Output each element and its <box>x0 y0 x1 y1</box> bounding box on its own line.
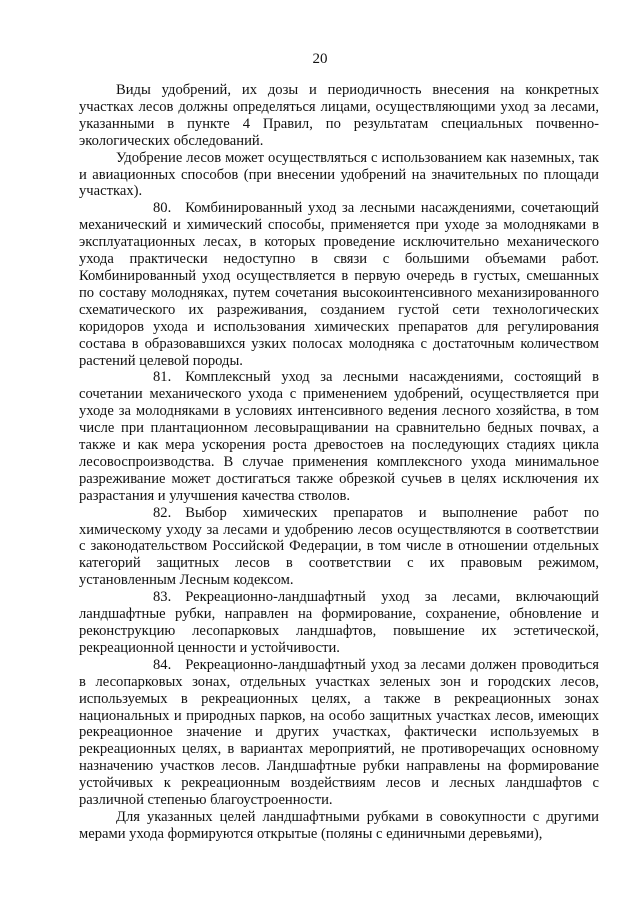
paragraph-text: Комплексный уход за лесными насаждениями, состоящий в сочетании механического ухода с применением удобрений, осуществляется при уходе за молодняками в условиях интенсивного ведения лесного хозяйства, в том числе при плантационном лесовыращивании на сравнительно бедных почвах, а также и как мера ускорения роста древостоев на последующих стадиях цикла лесовоспроизводства. В случае применения комплексного ухода минимальное разреживание может достигаться также обрезкой сучьев в целях исключения их разрастания и улучшения качества стволов. <box>79 369 599 504</box>
paragraph-84 <box>79 657 599 809</box>
paragraph-text: Виды удобрений, их дозы и периодичность внесения на конкретных участках лесов должны определяться лицами, осуществляющими уход за лесами, указанными в пункте 4 Правил, по результатам специальных почвенно-экологических обследований. <box>79 82 599 149</box>
paragraph-number: 81. <box>153 369 172 386</box>
paragraph-fertilizer-types <box>79 82 599 150</box>
paragraph-fertilization-methods <box>79 150 599 201</box>
paragraph-number: 82. <box>153 504 172 521</box>
paragraph-text: Удобрение лесов может осуществляться с использованием как наземных, так и авиационных способов (при внесении удобрений на значительных по площади участках). <box>79 149 599 200</box>
paragraph-number: 83. <box>153 589 172 606</box>
paragraph-82 <box>79 505 599 590</box>
paragraph-number: 80. <box>153 200 172 217</box>
page-number: 20 <box>312 51 328 67</box>
document-body <box>79 82 599 843</box>
paragraph-83 <box>79 589 599 657</box>
paragraph-text: Выбор химических препаратов и выполнение работ по химическому уходу за лесами и удобрению лесов осуществляются в соответствии с законодательством Российской Федерации, в том числе в отношении отдельных категорий защитных лесов в соответствии с их правовым режимом, установленным Лесным кодексом. <box>79 504 599 589</box>
paragraph-landscape-cuttings <box>79 809 599 843</box>
paragraph-80 <box>79 200 599 369</box>
paragraph-text: Комбинированный уход за лесными насаждениями, сочетающий механический и химический способы, применяется при уходе за молодняками в эксплуатационных лесах, в которых проведение исключительно механического ухода практически недоступно в связи с большими объемами работ. Комбинированный уход осуществляется в первую очередь в густых, смешанных по составу молодняках, путем сочетания высокоинтенсивного механизированного схематического их разреживания, созданием густой сети технологических коридоров ухода и использования химических препаратов для регулирования состава в образовавшихся узких полосах молодняка с достаточным количеством растений целевой породы. <box>79 200 599 369</box>
paragraph-text: Рекреационно-ландшафтный уход за лесами должен проводиться в лесопарковых зонах, отдельных участках зеленых зон и городских лесов, используемых в рекреационных целях, а также в рекреационных зонах национальных и природных парков, на особо защитных участках лесов, имеющих рекреационное значение и других участках, фактически используемых в рекреационных целях, в вариантах мероприятий, не противоречащих основному назначению участков лесов. Ландшафтные рубки направлены на формирование устойчивых к рекреационным воздействиям лесов и лесных ландшафтов с различной степенью благоустроенности. <box>79 656 599 809</box>
paragraph-text: Рекреационно-ландшафтный уход за лесами, включающий ландшафтные рубки, направлен на формирование, сохранение, обновление и реконструкцию лесопарковых ландшафтов, повышение их эстетической, рекреационной ценности и устойчивости. <box>79 589 599 656</box>
paragraph-text: Для указанных целей ландшафтными рубками в совокупности с другими мерами ухода формируются открытые (поляны с единичными деревьями), <box>79 808 599 842</box>
paragraph-number: 84. <box>153 656 172 673</box>
paragraph-81 <box>79 369 599 504</box>
